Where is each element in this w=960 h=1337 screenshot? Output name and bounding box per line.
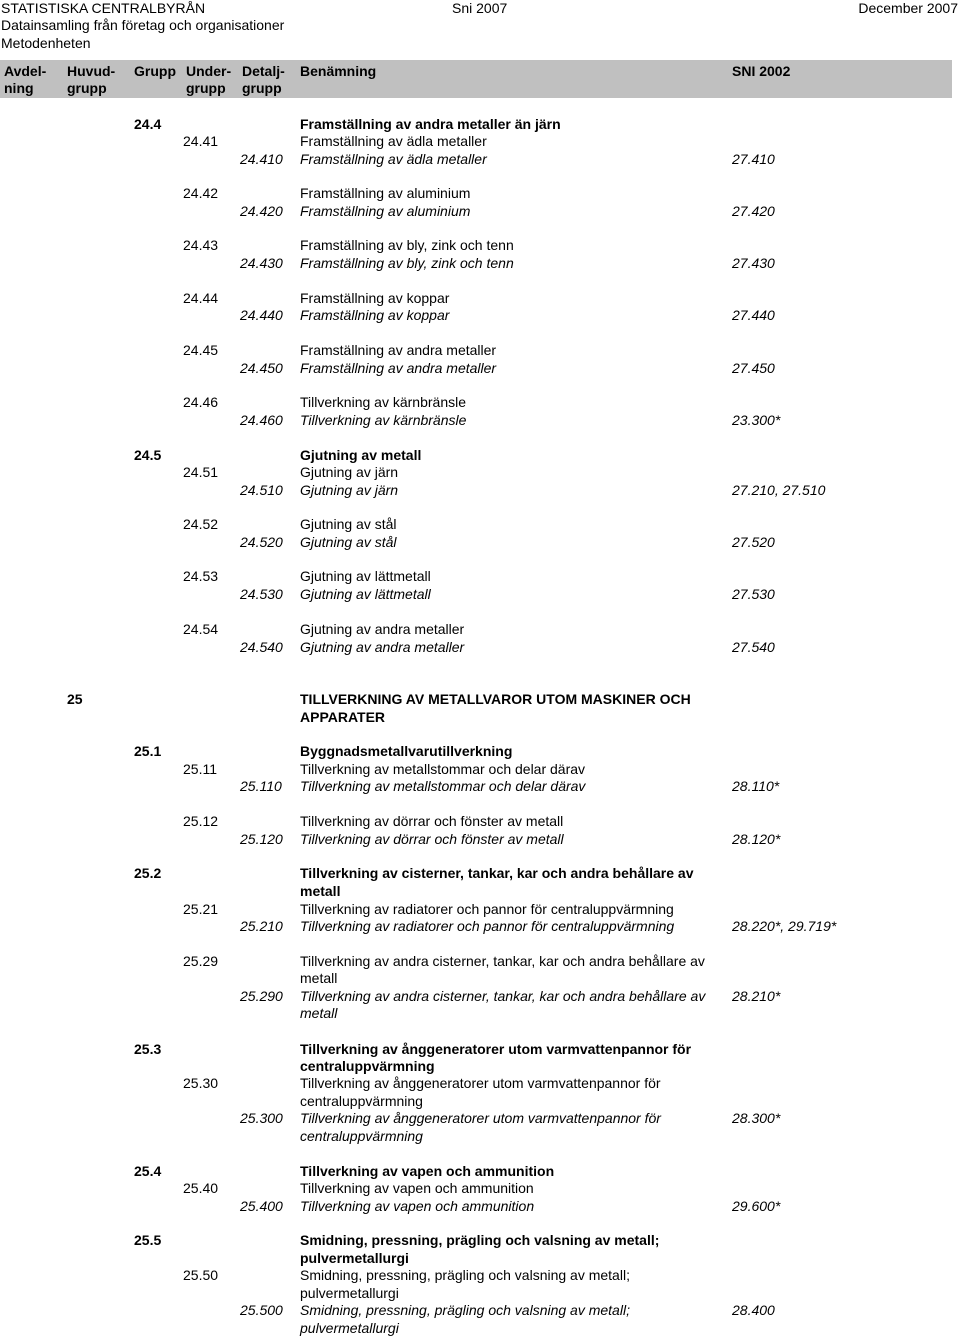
table-row <box>0 865 952 882</box>
col-huvudgrupp: Huvud- grupp <box>67 63 116 97</box>
row-code: 25.290 <box>240 988 283 1004</box>
row-name: Tillverkning av ånggeneratorer utom varmvattenpannor för <box>300 1075 661 1091</box>
header-subtitle-1: Datainsamling från företag och organisationer <box>1 17 285 33</box>
row-sni2002: 27.520 <box>732 534 775 550</box>
row-sni2002: 28.300* <box>732 1110 781 1126</box>
table-row <box>0 307 952 324</box>
header-subtitle-2: Metodenheten <box>1 35 91 51</box>
table-row <box>0 203 952 220</box>
row-code: 25.120 <box>240 831 283 847</box>
row-sni2002: 28.210* <box>732 988 781 1004</box>
table-row <box>0 1267 952 1284</box>
row-name: pulvermetallurgi <box>300 1285 399 1301</box>
row-name: Framställning av ädla metaller <box>300 151 487 167</box>
table-row <box>0 568 952 585</box>
table-row <box>0 988 952 1005</box>
row-code: 25.500 <box>240 1302 283 1318</box>
row-code: 24.440 <box>240 307 283 323</box>
row-code: 25.300 <box>240 1110 283 1126</box>
table-row <box>0 1302 952 1319</box>
row-name: Framställning av aluminium <box>300 185 471 201</box>
row-name: metall <box>300 883 341 899</box>
col-sni2002: SNI 2002 <box>732 63 791 79</box>
row-code: 24.5 <box>134 447 162 463</box>
row-code: 25.12 <box>183 813 219 829</box>
row-sni2002: 27.540 <box>732 639 775 655</box>
row-name: Smidning, pressning, prägling och valsning av metall; <box>300 1267 630 1283</box>
row-name: Framställning av bly, zink och tenn <box>300 255 514 271</box>
row-code: 24.44 <box>183 290 219 306</box>
table-row <box>0 953 952 970</box>
table-row <box>0 1128 952 1145</box>
row-code: 25.11 <box>183 761 217 777</box>
row-name: Tillverkning av vapen och ammunition <box>300 1180 534 1196</box>
row-name: Framställning av andra metaller <box>300 342 497 358</box>
table-row <box>0 1058 952 1075</box>
row-code: 24.4 <box>134 116 162 132</box>
row-name: metall <box>300 970 338 986</box>
row-code: 24.52 <box>183 516 219 532</box>
row-name: Tillverkning av andra cisterner, tankar, kar och andra behållare av <box>300 953 705 969</box>
table-row <box>0 709 952 726</box>
col-grupp: Grupp <box>134 63 176 79</box>
table-row <box>0 1285 952 1302</box>
row-sni2002: 28.220*, 29.719* <box>732 918 837 934</box>
table-row <box>0 394 952 411</box>
table-row <box>0 237 952 254</box>
table-row <box>0 761 952 778</box>
row-name: Tillverkning av ånggeneratorer utom varmvattenpannor för <box>300 1110 661 1126</box>
table-row <box>0 1180 952 1197</box>
row-code: 25.210 <box>240 918 283 934</box>
row-name: Tillverkning av kärnbränsle <box>300 394 466 410</box>
row-code: 24.520 <box>240 534 283 550</box>
row-name: Gjutning av metall <box>300 447 422 463</box>
row-code: 24.410 <box>240 151 283 167</box>
row-sni2002: 27.210, 27.510 <box>732 482 826 498</box>
row-sni2002: 29.600* <box>732 1198 781 1214</box>
row-name: TILLVERKNING AV METALLVAROR UTOM MASKINER OCH <box>300 691 691 707</box>
table-row <box>0 586 952 603</box>
row-code: 25.3 <box>134 1041 162 1057</box>
table-row <box>0 1163 952 1180</box>
row-code: 24.41 <box>183 133 219 149</box>
table-row <box>0 621 952 638</box>
table-row <box>0 1198 952 1215</box>
row-code: 24.46 <box>183 394 219 410</box>
row-name: Tillverkning av andra cisterner, tankar, kar och andra behållare av <box>300 988 706 1004</box>
table-row <box>0 901 952 918</box>
col-detaljgrupp: Detalj- grupp <box>242 63 285 97</box>
table-row <box>0 1005 952 1022</box>
table-row <box>0 743 952 760</box>
row-code: 24.460 <box>240 412 283 428</box>
row-name: Tillverkning av dörrar och fönster av metall <box>300 831 564 847</box>
table-row <box>0 412 952 429</box>
col-avdelning: Avdel- ning <box>4 63 47 97</box>
row-name: pulvermetallurgi <box>300 1320 399 1336</box>
table-row <box>0 918 952 935</box>
row-sni2002: 27.430 <box>732 255 775 271</box>
row-name: centraluppvärmning <box>300 1058 435 1074</box>
row-sni2002: 27.440 <box>732 307 775 323</box>
row-name: Framställning av aluminium <box>300 203 471 219</box>
row-name: Tillverkning av vapen och ammunition <box>300 1163 555 1179</box>
table-row <box>0 1110 952 1127</box>
row-code: 24.430 <box>240 255 283 271</box>
row-name: Byggnadsmetallvarutillverkning <box>300 743 513 759</box>
table-row <box>0 151 952 168</box>
row-code: 25.4 <box>134 1163 162 1179</box>
row-name: Framställning av andra metaller än järn <box>300 116 561 132</box>
row-sni2002: 28.400 <box>732 1302 775 1318</box>
row-name: Gjutning av lättmetall <box>300 586 431 602</box>
row-name: Framställning av ädla metaller <box>300 133 487 149</box>
table-row <box>0 516 952 533</box>
table-row <box>0 360 952 377</box>
table-row <box>0 1075 952 1092</box>
row-name: Tillverkning av metallstommar och delar därav <box>300 778 586 794</box>
row-name: Gjutning av andra metaller <box>300 639 465 655</box>
table-row <box>0 482 952 499</box>
col-undergrupp: Under- grupp <box>186 63 232 97</box>
row-code: 25.400 <box>240 1198 283 1214</box>
row-code: 24.54 <box>183 621 219 637</box>
table-row <box>0 534 952 551</box>
table-row <box>0 185 952 202</box>
row-name: Tillverkning av radiatorer och pannor för centraluppvärmning <box>300 918 675 934</box>
table-row <box>0 1041 952 1058</box>
row-code: 24.42 <box>183 185 219 201</box>
row-name: pulvermetallurgi <box>300 1250 409 1266</box>
row-code: 25.50 <box>183 1267 219 1283</box>
row-code: 25.21 <box>183 901 219 917</box>
row-code: 25.29 <box>183 953 219 969</box>
row-sni2002: 27.530 <box>732 586 775 602</box>
row-name: Tillverkning av kärnbränsle <box>300 412 467 428</box>
row-name: Framställning av koppar <box>300 290 450 306</box>
row-name: Tillverkning av radiatorer och pannor för centraluppvärmning <box>300 901 674 917</box>
row-code: 25.1 <box>134 743 162 759</box>
row-name: Gjutning av andra metaller <box>300 621 465 637</box>
table-row <box>0 255 952 272</box>
row-name: Tillverkning av metallstommar och delar därav <box>300 761 586 777</box>
row-name: Gjutning av järn <box>300 482 399 498</box>
row-name: Tillverkning av ånggeneratorer utom varmvattenpannor för <box>300 1041 692 1057</box>
row-name: Tillverkning av dörrar och fönster av metall <box>300 813 564 829</box>
row-code: 24.43 <box>183 237 219 253</box>
table-row <box>0 883 952 900</box>
row-code: 25.110 <box>240 778 282 794</box>
row-code: 24.530 <box>240 586 283 602</box>
row-name: Tillverkning av cisterner, tankar, kar och andra behållare av <box>300 865 694 881</box>
row-name: APPARATER <box>300 709 386 725</box>
row-sni2002: 28.110* <box>732 778 780 794</box>
table-row <box>0 464 952 481</box>
table-row <box>0 778 952 795</box>
table-row <box>0 639 952 656</box>
row-sni2002: 27.450 <box>732 360 775 376</box>
row-name: Framställning av andra metaller <box>300 360 497 376</box>
row-name: Smidning, pressning, prägling och valsning av metall; <box>300 1302 630 1318</box>
row-name: Gjutning av lättmetall <box>300 568 431 584</box>
row-name: Gjutning av stål <box>300 516 397 532</box>
row-name: metall <box>300 1005 338 1021</box>
row-sni2002: 27.410 <box>732 151 775 167</box>
row-name: Smidning, pressning, prägling och valsning av metall; <box>300 1232 660 1248</box>
header-date: December 2007 <box>858 0 958 16</box>
row-name: Gjutning av stål <box>300 534 397 550</box>
classification-label: Sni 2007 <box>452 0 508 16</box>
row-code: 25 <box>67 691 83 707</box>
table-row <box>0 116 952 133</box>
row-code: 25.40 <box>183 1180 219 1196</box>
table-row <box>0 290 952 307</box>
row-code: 25.30 <box>183 1075 219 1091</box>
table-row <box>0 1093 952 1110</box>
table-row <box>0 691 952 708</box>
row-code: 24.51 <box>183 464 219 480</box>
row-name: Tillverkning av vapen och ammunition <box>300 1198 535 1214</box>
table-row <box>0 970 952 987</box>
row-code: 25.5 <box>134 1232 162 1248</box>
table-row <box>0 342 952 359</box>
row-name: Gjutning av järn <box>300 464 399 480</box>
row-name: centraluppvärmning <box>300 1093 423 1109</box>
table-row <box>0 1320 952 1337</box>
org-name: STATISTISKA CENTRALBYRÅN <box>1 0 206 16</box>
row-name: Framställning av bly, zink och tenn <box>300 237 514 253</box>
row-sni2002: 28.120* <box>732 831 781 847</box>
row-code: 24.510 <box>240 482 283 498</box>
table-row <box>0 813 952 830</box>
table-row <box>0 447 952 464</box>
table-row <box>0 133 952 150</box>
column-header-bar <box>0 60 952 98</box>
table-row <box>0 1232 952 1249</box>
row-code: 24.53 <box>183 568 219 584</box>
row-code: 25.2 <box>134 865 162 881</box>
row-sni2002: 27.420 <box>732 203 775 219</box>
col-benamning: Benämning <box>300 63 377 79</box>
row-sni2002: 23.300* <box>732 412 781 428</box>
table-row <box>0 831 952 848</box>
row-code: 24.450 <box>240 360 283 376</box>
row-name: Framställning av koppar <box>300 307 450 323</box>
row-code: 24.540 <box>240 639 283 655</box>
row-code: 24.45 <box>183 342 219 358</box>
table-row <box>0 1250 952 1267</box>
row-name: centraluppvärmning <box>300 1128 423 1144</box>
row-code: 24.420 <box>240 203 283 219</box>
